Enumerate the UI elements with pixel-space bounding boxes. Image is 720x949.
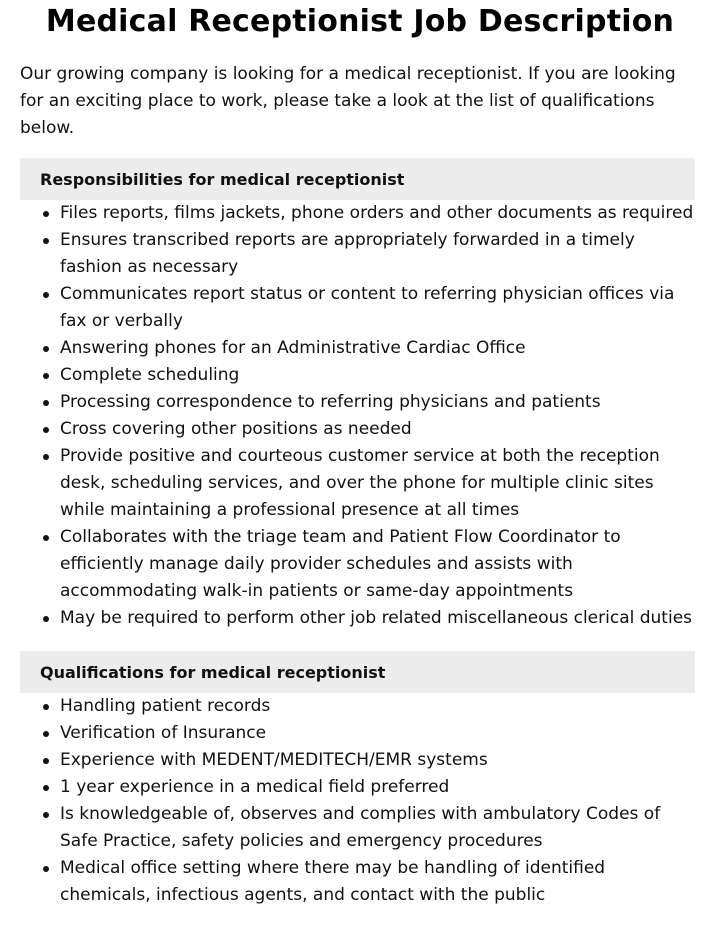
list-item: Answering phones for an Administrative Cardiac Office [20,335,698,362]
list-item: Handling patient records [20,693,698,720]
qualifications-heading: Qualifications for medical receptionist [20,651,695,693]
list-item: Verification of Insurance [20,720,698,747]
list-item: Communicates report status or content to referring physician offices via fax or verbally [20,281,698,335]
list-item: Provide positive and courteous customer service at both the reception desk, scheduling services, and over the phone for multiple clinic sites while maintaining a professional presence at all times [20,443,698,524]
list-item: Ensures transcribed reports are appropriately forwarded in a timely fashion as necessary [20,227,698,281]
list-item: Collaborates with the triage team and Patient Flow Coordinator to efficiently manage daily provider schedules and assists with accommodating walk-in patients or same-day appointments [20,524,698,605]
responsibilities-list [20,200,698,632]
list-item: Complete scheduling [20,362,698,389]
list-item: Experience with MEDENT/MEDITECH/EMR systems [20,747,698,774]
list-item: 1 year experience in a medical field preferred [20,774,698,801]
intro-paragraph: Our growing company is looking for a medical receptionist. If you are looking for an exciting place to work, please take a look at the list of qualifications below. [20,64,676,138]
responsibilities-heading: Responsibilities for medical receptionist [20,158,695,200]
list-item: Medical office setting where there may be handling of identified chemicals, infectious agents, and contact with the public [20,855,698,909]
qualifications-list [20,693,698,909]
list-item: Files reports, films jackets, phone orders and other documents as required [20,200,698,227]
list-item: Processing correspondence to referring physicians and patients [20,389,698,416]
list-item: Is knowledgeable of, observes and complies with ambulatory Codes of Safe Practice, safety policies and emergency procedures [20,801,698,855]
list-item: Cross covering other positions as needed [20,416,698,443]
page-title: Medical Receptionist Job Description [45,4,675,39]
list-item: May be required to perform other job related miscellaneous clerical duties [20,605,698,632]
